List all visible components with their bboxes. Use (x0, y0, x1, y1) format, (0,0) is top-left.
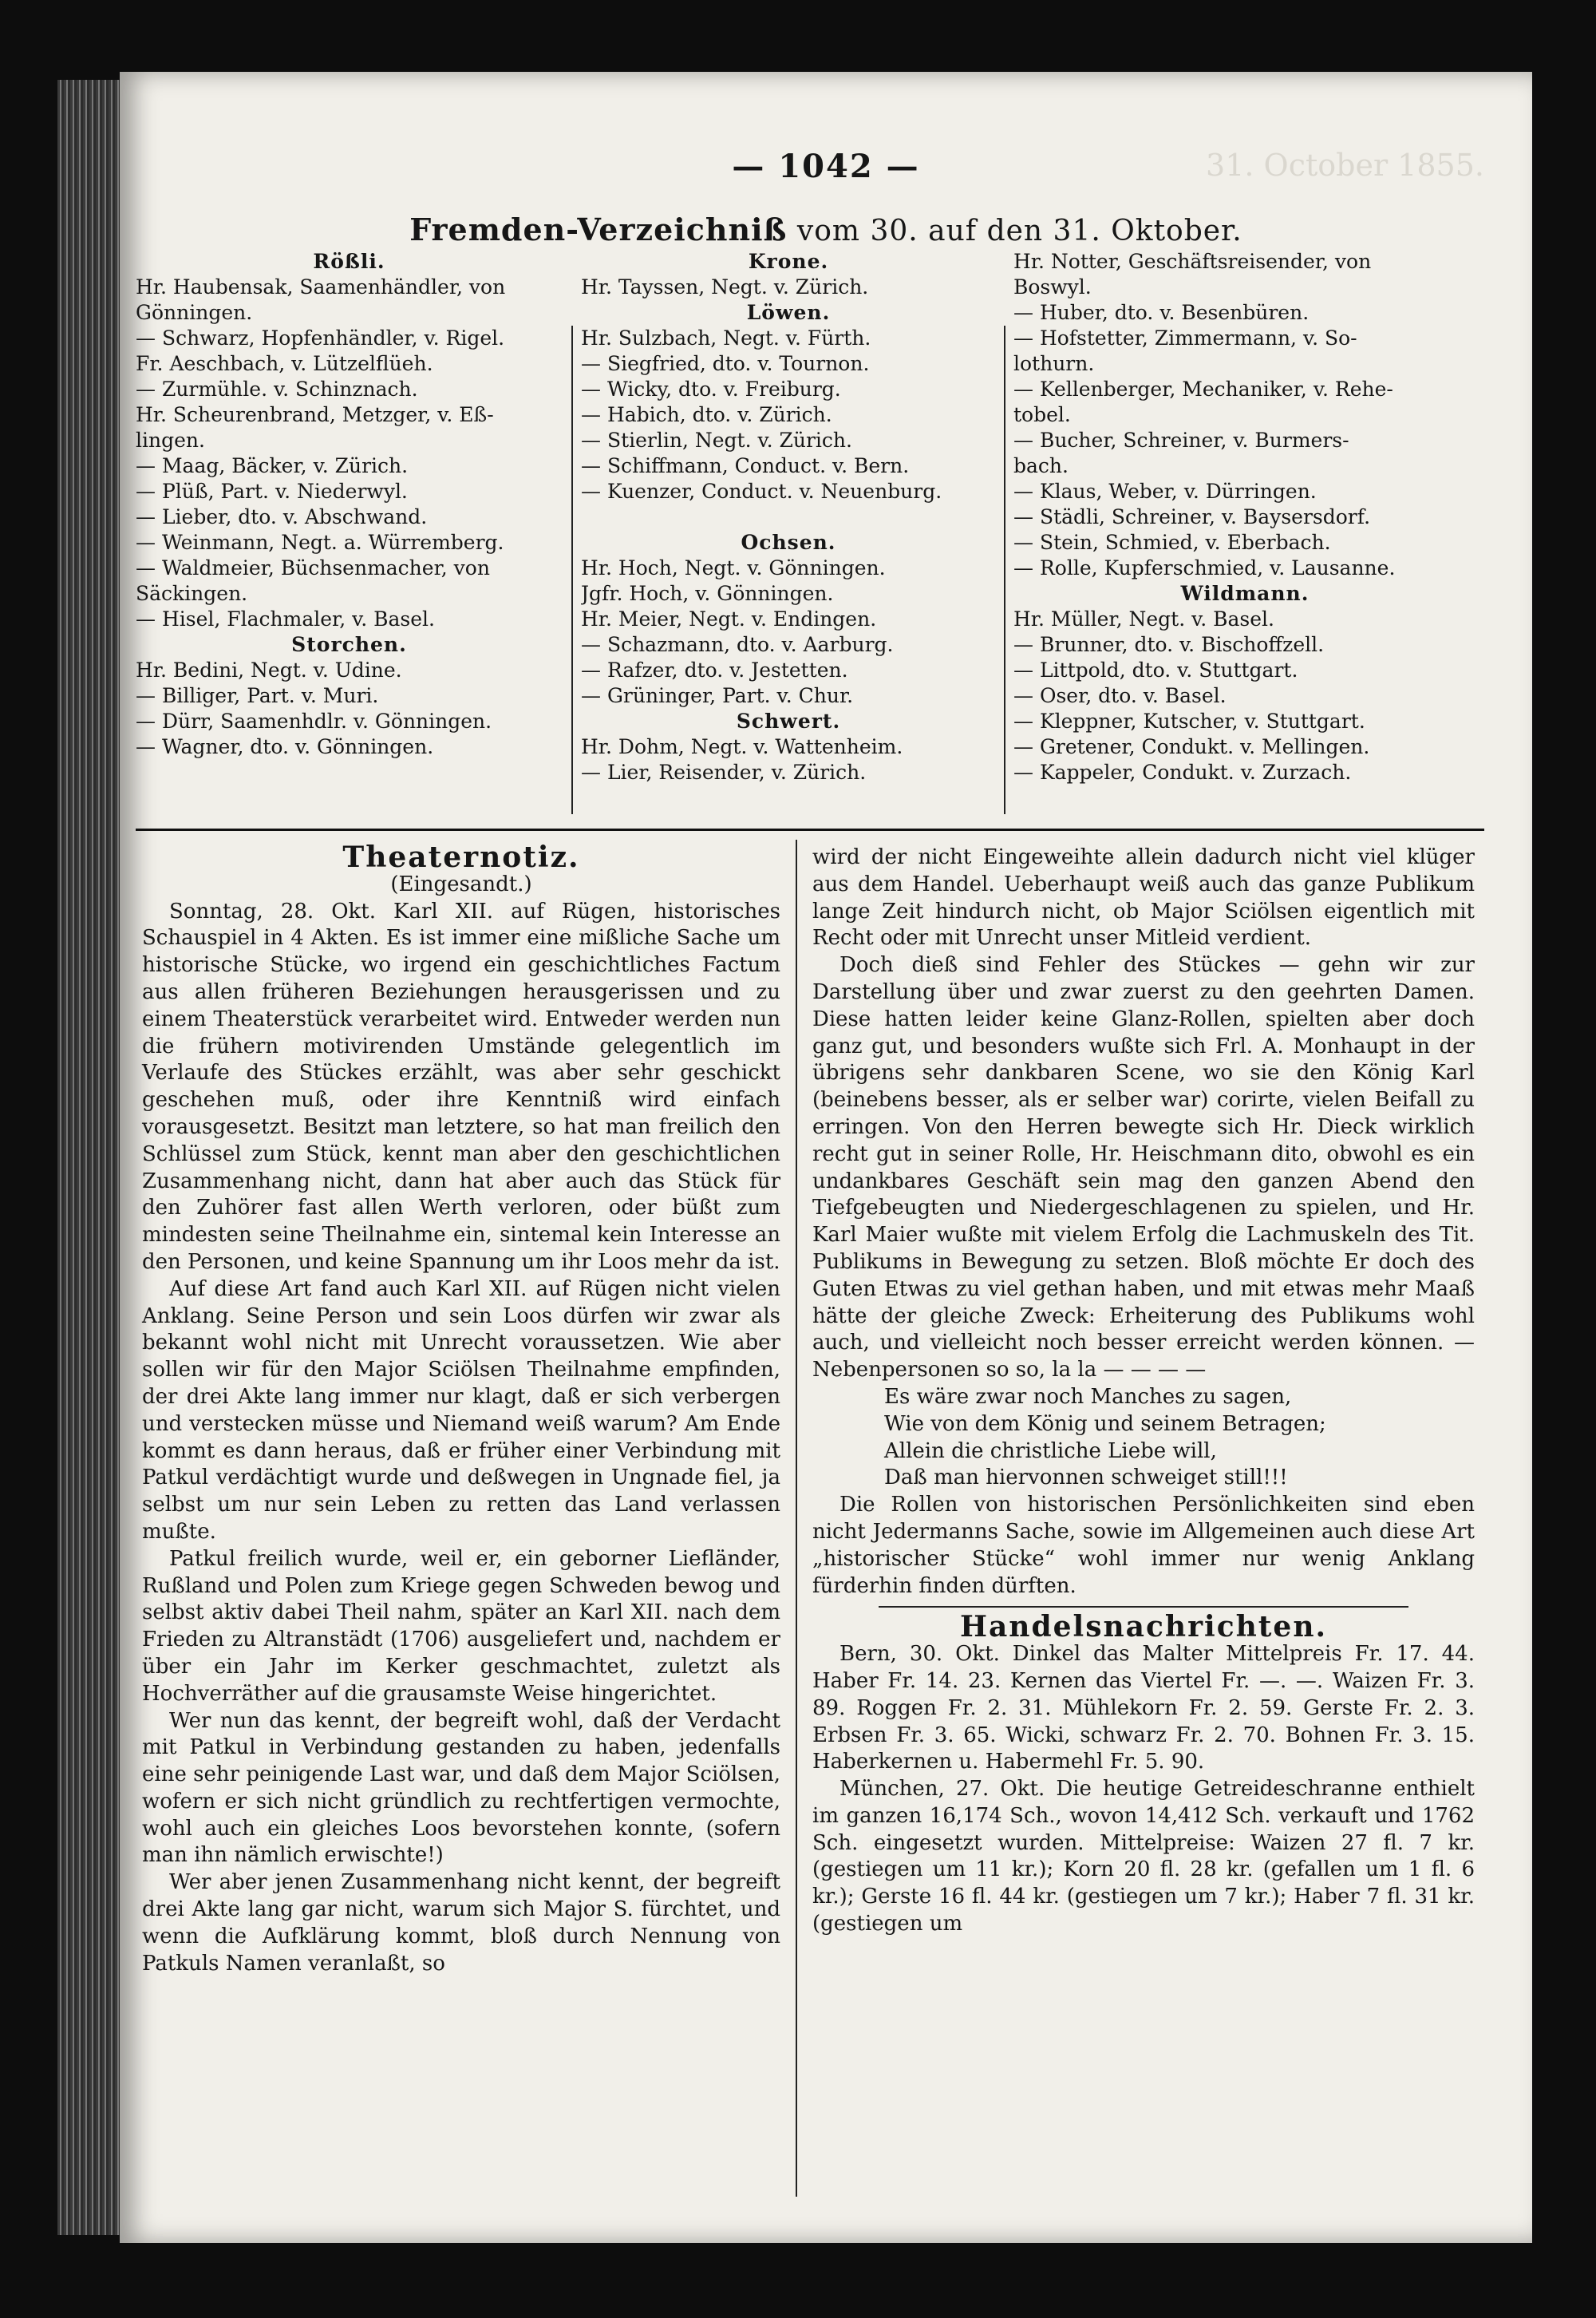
guest-line: Jgfr. Hoch, v. Gönningen. (581, 582, 834, 605)
guest-line: — Lier, Reisender, v. Zürich. (581, 761, 867, 784)
guest-line: Hr. Scheurenbrand, Metzger, v. Eß- (136, 403, 494, 426)
guest-line: — Schiffmann, Conduct. v. Bern. (581, 454, 910, 477)
guest-line: — Schazmann, dto. v. Aarburg. (581, 633, 894, 656)
guest-line: — Hofstetter, Zimmermann, v. So- (1013, 326, 1357, 350)
theater-paragraph: Auf diese Art fand auch Karl XII. auf Rügen nicht vielen Anklang. Seine Person und sein Loos dürfen wir zwar als bekannt wohl nicht mit Unrecht voraussetzen. Wie aber sollen wir für den Major Sciölsen Theilnahme empfinden, der drei Akte lang immer nur klagt, daß er sich verbergen und verstecken müsse und Niemand weiß warum? Am Ende kommt es dann heraus, daß er früher einer Verbindung mit Patkul verdächtigt wurde und deßwegen in Ungnade fiel, ja selbst um nur sein Leben zu retten das Land verlassen mußte. (142, 1276, 780, 1544)
guest-line: — Kellenberger, Mechaniker, v. Rehe- (1013, 378, 1393, 401)
theater-subtitle: (Eingesandt.) (390, 872, 532, 896)
verse-line: Es wäre zwar noch Manches zu sagen, (884, 1384, 1292, 1409)
guest-line: — Gretener, Condukt. v. Mellingen. (1013, 735, 1370, 758)
guest-line: — Hisel, Flachmaler, v. Basel. (136, 607, 435, 631)
column-divider (1004, 326, 1005, 814)
hotel-heading: Storchen. (291, 633, 407, 656)
guest-line: Hr. Notter, Geschäftsreisender, von (1013, 250, 1372, 273)
guest-line: — Dürr, Saamenhdlr. v. Gönningen. (136, 710, 492, 733)
page-number: — 1042 — (732, 148, 920, 185)
guest-line: — Siegfried, dto. v. Tournon. (581, 352, 870, 375)
register-subtitle: vom 30. auf den 31. Oktober. (796, 215, 1242, 247)
hotel-heading: Rößli. (313, 250, 385, 273)
guest-line: — Kappeler, Condukt. v. Zurzach. (1013, 761, 1352, 784)
guest-line: — Littpold, dto. v. Stuttgart. (1013, 659, 1298, 682)
theater-title: Theaternotiz. (342, 841, 580, 874)
guest-line: Fr. Aeschbach, v. Lützelflüeh. (136, 352, 433, 375)
guest-line: — Maag, Bäcker, v. Zürich. (136, 454, 409, 477)
hotel-heading: Löwen. (746, 301, 831, 324)
guest-line: Hr. Sulzbach, Negt. v. Fürth. (581, 326, 871, 350)
verse-line: Daß man hiervonnen schweiget still!!! (884, 1466, 1288, 1490)
guest-line: lothurn. (1013, 352, 1095, 375)
register-title-main: Fremden-Verzeichniß (409, 212, 788, 247)
trade-paragraph: Bern, 30. Okt. Dinkel das Malter Mittelpreis Fr. 17. 44. Haber Fr. 14. 23. Kernen das Viertel Fr. —. —. Waizen Fr. 3. 89. Roggen Fr. 2. 31. Mühlekorn Fr. 2. 59. Gerste Fr. 2. 3. Erbsen Fr. 3. 65. Wicki, schwarz Fr. 2. 70. Bohnen Fr. 3. 15. Haberkernen u. Habermehl Fr. 5. 90. (812, 1642, 1475, 1774)
guest-line: — Grüninger, Part. v. Chur. (581, 684, 854, 707)
guest-line: — Kleppner, Kutscher, v. Stuttgart. (1013, 710, 1365, 733)
guest-line: — Habich, dto. v. Zürich. (581, 403, 832, 426)
guest-line: — Wagner, dto. v. Gönningen. (136, 735, 434, 758)
guest-line: — Rafzer, dto. v. Jestetten. (581, 659, 848, 682)
guest-line: Säckingen. (136, 582, 248, 605)
guest-line: Hr. Müller, Negt. v. Basel. (1013, 607, 1274, 631)
guest-line: — Billiger, Part. v. Muri. (136, 684, 379, 707)
theater-column-left (142, 841, 780, 1977)
newspaper-page (120, 72, 1532, 2243)
theater-paragraph: Patkul freilich wurde, weil er, ein geborner Liefländer, Rußland und Polen zum Kriege gegen Schweden bewog und selbst aktiv dabei Theil nahm, später an Karl XII. nach dem Frieden zu Altranstädt (1706) ausgeliefert und, nachdem er über ein Jahr im Kerker geschmachtet, zuletzt als Hochverräther auf die grausamste Weise hingerichtet. (142, 1546, 780, 1706)
hotel-heading: Wildmann. (1180, 582, 1310, 605)
theater-paragraph: Die Rollen von historischen Persönlichkeiten sind eben nicht Jedermanns Sache, sowie im Allgemeinen auch diese Art „historischer Stücke“ wohl immer nur wenig Anklang fürderhin finden dürften. (812, 1493, 1475, 1598)
section-rule (879, 1606, 1408, 1608)
guest-line: Hr. Hoch, Negt. v. Gönningen. (581, 556, 886, 580)
guest-line: — Bucher, Schreiner, v. Burmers- (1013, 429, 1349, 452)
section-rule (136, 829, 1484, 831)
guest-line: Hr. Meier, Negt. v. Endingen. (581, 607, 877, 631)
guest-line: — Stierlin, Negt. v. Zürich. (581, 429, 852, 452)
guest-line: — Klaus, Weber, v. Dürringen. (1013, 480, 1317, 503)
guest-line: — Waldmeier, Büchsenmacher, von (136, 556, 490, 580)
guest-line: — Weinmann, Negt. a. Würremberg. (136, 531, 504, 554)
guest-line: Hr. Dohm, Negt. v. Wattenheim. (581, 735, 903, 758)
trade-news-title: Handelsnachrichten. (959, 1610, 1328, 1644)
guest-line: Hr. Tayssen, Negt. v. Zürich. (581, 275, 869, 299)
guest-line: tobel. (1013, 403, 1071, 426)
register-column-3 (1013, 249, 1476, 785)
theater-paragraph: wird der nicht Eingeweihte allein dadurch nicht viel klüger aus dem Handel. Ueberhaupt weiß auch das ganze Publikum lange Zeit hindurch nicht, ob Major Sciölsen eigentlich mit Recht oder mit Unrecht unser Mitleid verdient. (812, 845, 1475, 951)
bleed-through-header: 31. October 1855. (1206, 148, 1484, 183)
guest-line: — Huber, dto. v. Besenbüren. (1013, 301, 1310, 324)
guest-line: bach. (1013, 454, 1069, 477)
theater-paragraph: Wer nun das kennt, der begreift wohl, daß der Verdacht mit Patkul in Verbindung gestanden zu haben, jedenfalls eine sehr peinigende Last war, und daß dem Major Sciölsen, wofern er sich nicht gründlich zu rechtfertigen vermochte, wohl auch ein gleiches Loos bevorstehen konnte, (sofern man ihn nämlich erwischte!) (142, 1708, 780, 1868)
register-column-1 (136, 249, 563, 760)
theater-column-right (812, 845, 1475, 1938)
guest-line: — Rolle, Kupferschmied, v. Lausanne. (1013, 556, 1396, 580)
hotel-heading: Ochsen. (741, 531, 836, 554)
column-divider (571, 326, 573, 814)
guest-line: — Oser, dto. v. Basel. (1013, 684, 1227, 707)
guest-line: — Städli, Schreiner, v. Baysersdorf. (1013, 505, 1371, 528)
book-page-edges (57, 80, 121, 2235)
guest-line: Boswyl. (1013, 275, 1092, 299)
guest-line: — Lieber, dto. v. Abschwand. (136, 505, 428, 528)
theater-paragraph: Doch dieß sind Fehler des Stückes — gehn wir zur Darstellung über und zwar zuerst zu den geehrten Damen. Diese hatten leider keine Glanz-Rollen, spielten aber doch ganz gut, und besonders wußte sich Frl. A. Monhaupt in der übrigens sehr dankbaren Scene, wo sie den König Karl (beinebens besser, als er selber war) corirte, vielen Beifall zu erringen. Von den Herren bewegte sich Hr. Dieck wirklich recht gut in seiner Rolle, Hr. Heischmann dito, obwohl es ein undankbares Geschäft sein mag den ganzen Abend den Tiefgebeugten und Niedergeschlagenen zu spielen, und Hr. Karl Maier wußte mit vielem Erfolg die Lachmuskeln des Tit. Publikums in Bewegung zu setzen. Bloß möchte Er doch des Guten Etwas zu viel gethan haben, und mit etwas mehr Maaß hätte der gleiche Zweck: Erheiterung des Publikums wohl auch, und vielleicht noch besser erreicht werden können. — Nebenpersonen so so, la la — — — — (812, 953, 1475, 1382)
theater-paragraph: Sonntag, 28. Okt. Karl XII. auf Rügen, historisches Schauspiel in 4 Akten. Es ist immer eine mißliche Sache um historische Stücke, wo irgend ein geschichtliches Factum aus allen früheren Beziehungen herausgerissen und zu einem Theaterstück verarbeitet wird. Entweder werden nun die frühern motivirenden Umstände gelegentlich im Verlaufe des Stückes erzählt, was aber sehr geschickt geschehen muß, oder ihre Kenntniß wird einfach vorausgesetzt. Besitzt man letztere, so hat man freilich den Schlüssel zum Stück, kennt man aber den geschichtlichen Zusammenhang nicht, dann hat aber auch das Stück für den Zuhörer fast allen Werth verloren, oder büßt zum mindesten seine Theilnahme ein, sintemal kein Interesse an den Personen, und keine Spannung um ihr Loos mehr da ist. (142, 899, 780, 1274)
guest-line: — Kuenzer, Conduct. v. Neuenburg. (581, 480, 942, 503)
guest-line: — Zurmühle. v. Schinznach. (136, 378, 418, 401)
guest-line: Hr. Bedini, Negt. v. Udine. (136, 659, 402, 682)
guest-line: — Plüß, Part. v. Niederwyl. (136, 480, 408, 503)
register-column-2 (581, 249, 996, 785)
guest-line: — Wicky, dto. v. Freiburg. (581, 378, 841, 401)
guest-line: — Stein, Schmied, v. Eberbach. (1013, 531, 1331, 554)
guest-line: lingen. (136, 429, 205, 452)
hotel-heading: Schwert. (736, 710, 841, 733)
verse-line: Allein die christliche Liebe will, (884, 1438, 1217, 1463)
trade-paragraph: München, 27. Okt. Die heutige Getreideschranne enthielt im ganzen 16,174 Sch., wovon 14,412 Sch. verkauft und 1762 Sch. eingesetzt wurden. Mittelpreise: Waizen 27 fl. 7 kr. (gestiegen um 11 kr.); Korn 20 fl. 28 kr. (gefallen um 1 fl. 6 kr.); Gerste 16 fl. 44 kr. (gestiegen um 7 kr.); Haber 7 fl. 31 kr. (gestiegen um (812, 1777, 1475, 1936)
column-divider (796, 840, 797, 2197)
guest-line: Gönningen. (136, 301, 253, 324)
guest-line: — Brunner, dto. v. Bischoffzell. (1013, 633, 1325, 656)
theater-paragraph: Wer aber jenen Zusammenhang nicht kennt, der begreift drei Akte lang gar nicht, warum sich Major S. fürchtet, und wenn die Aufklärung kommt, bloß durch Nennung von Patkuls Namen veranlaßt, so (142, 1870, 780, 1976)
guest-line: — Schwarz, Hopfenhändler, v. Rigel. (136, 326, 505, 350)
theater-verse (812, 1384, 1475, 1492)
hotel-heading: Krone. (748, 250, 829, 273)
register-title (120, 212, 1532, 247)
verse-line: Wie von dem König und seinem Betragen; (884, 1411, 1326, 1436)
guest-line: Hr. Haubensak, Saamenhändler, von (136, 275, 506, 299)
